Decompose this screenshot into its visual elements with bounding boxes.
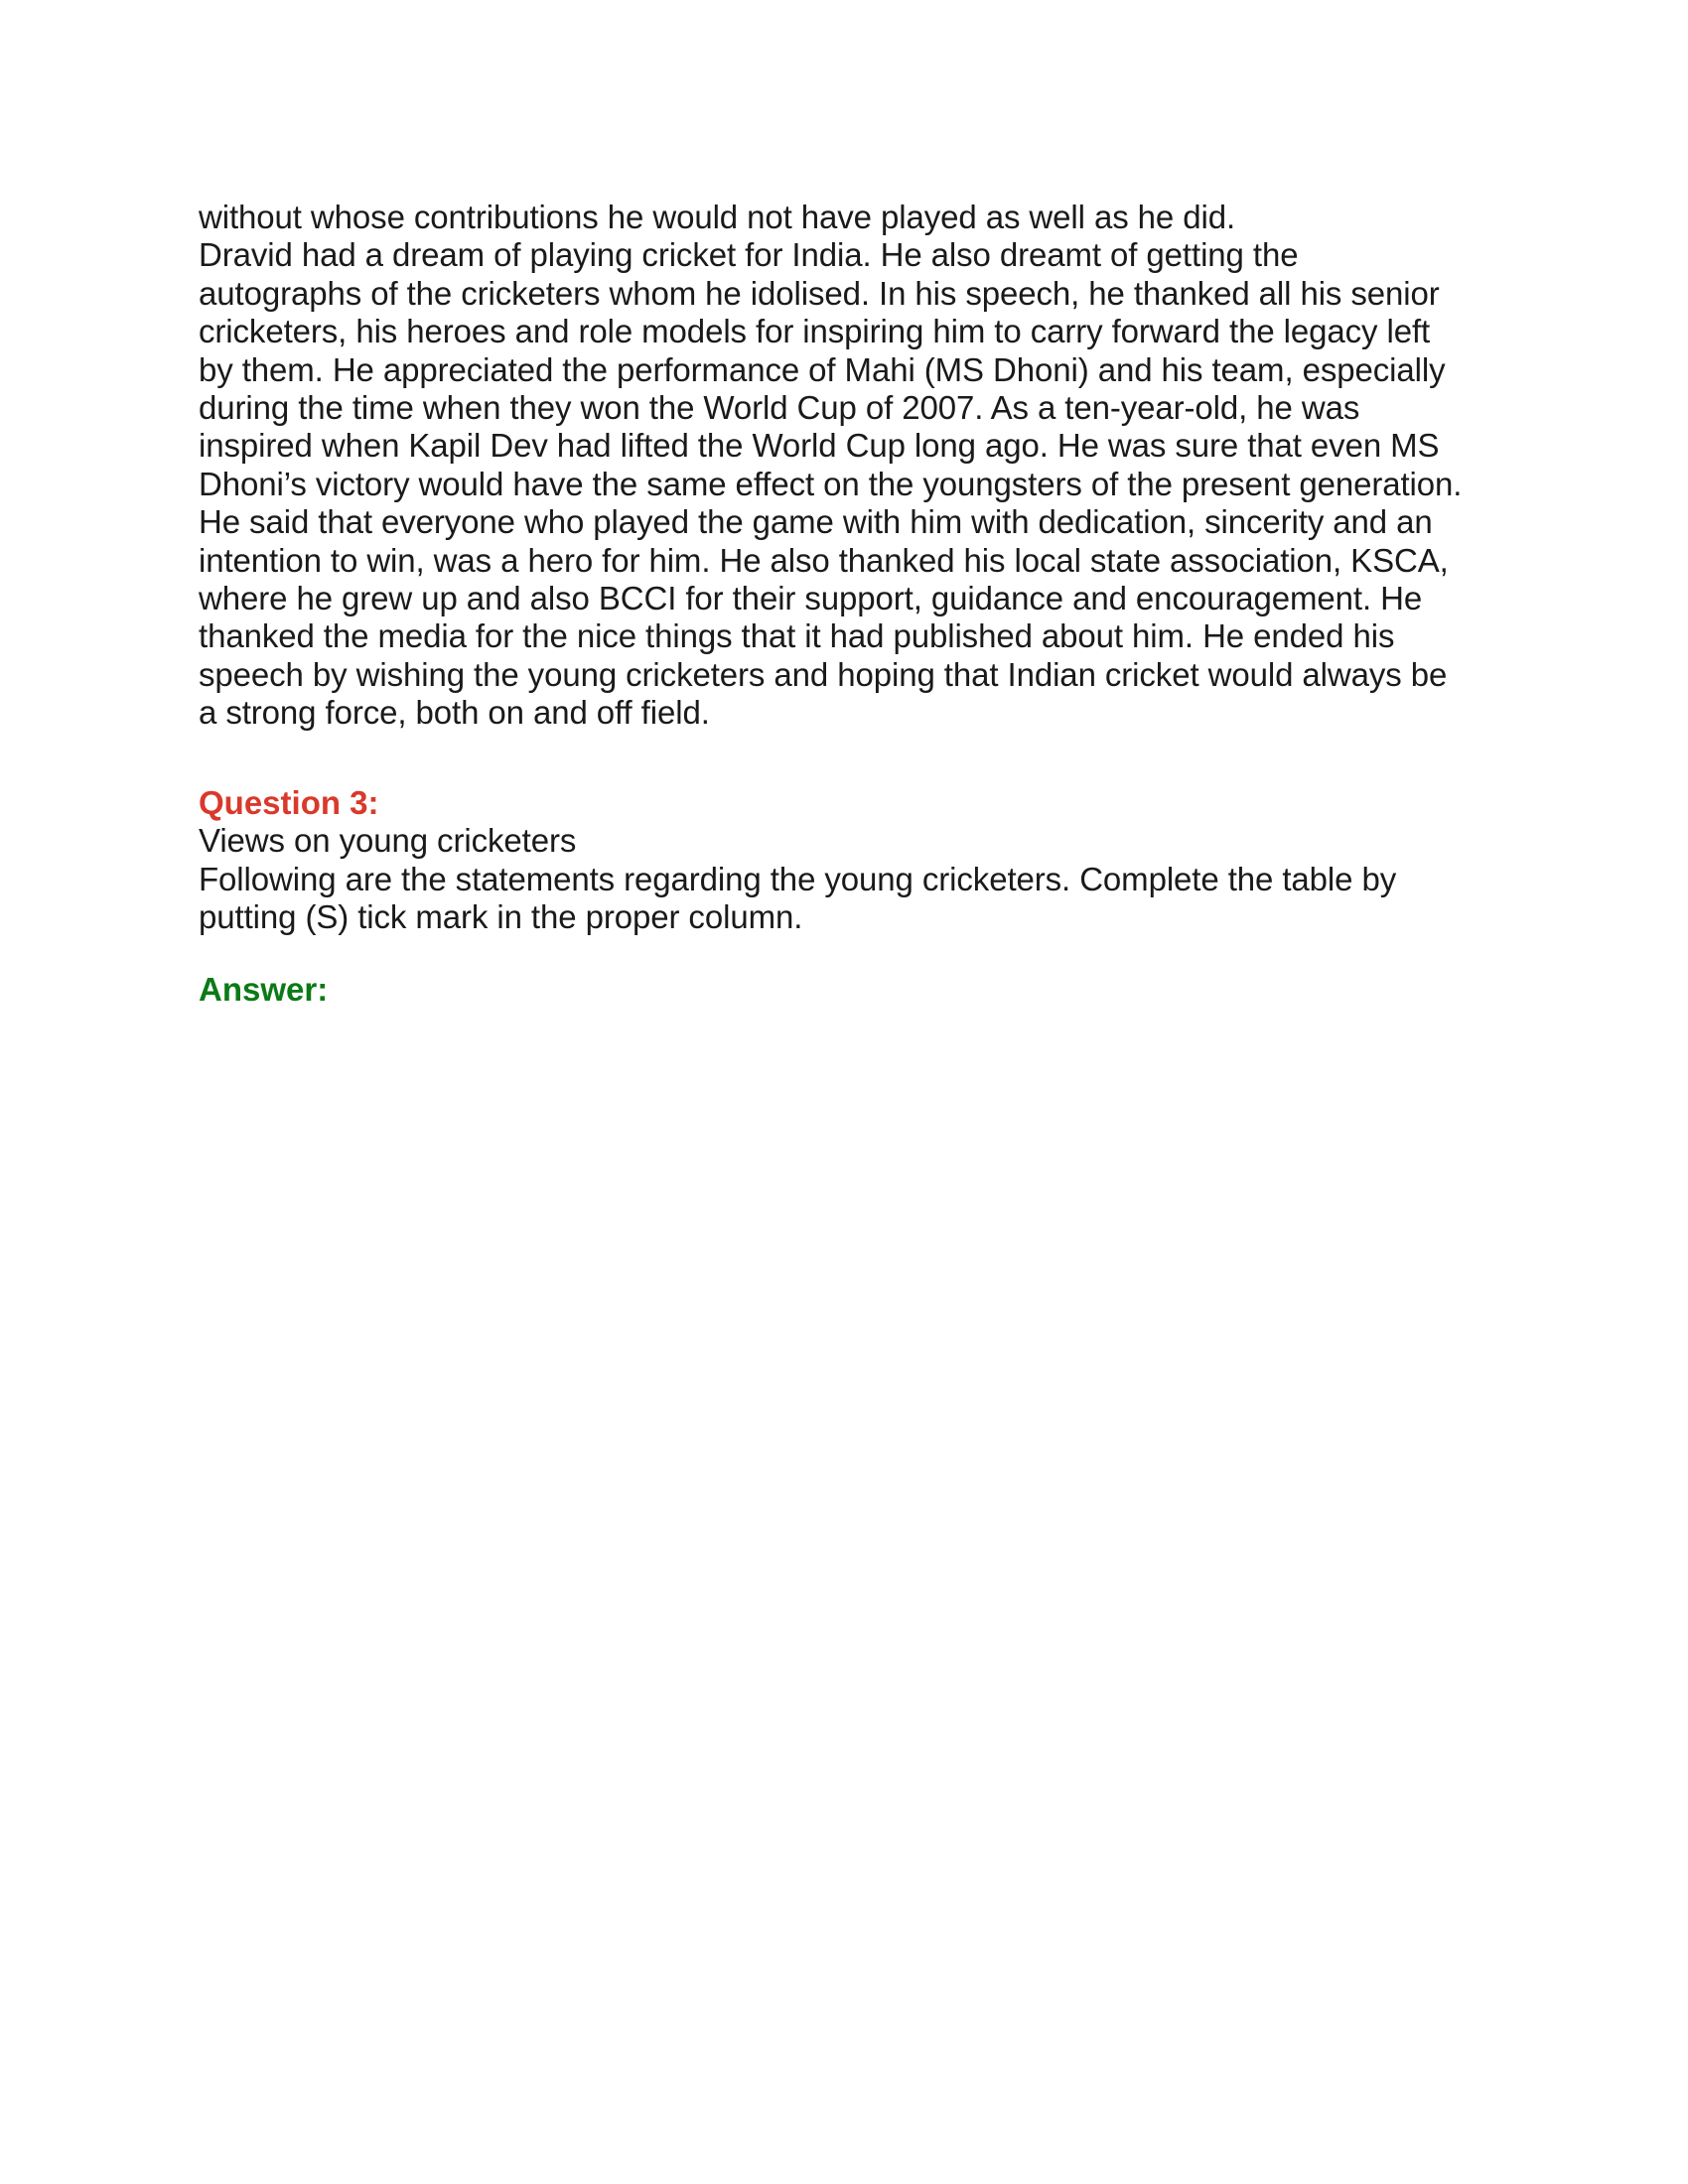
passage-line: without whose contributions he would not have played as well as he did.	[199, 199, 1236, 235]
passage-line: cricketers, his heroes and role models for inspiring him to carry forward the legacy left	[199, 313, 1431, 350]
passage-line: inspired when Kapil Dev had lifted the World Cup long ago. He was sure that even MS	[199, 427, 1440, 465]
passage-line: intention to win, was a hero for him. He also thanked his local state association, KSCA,	[199, 541, 1449, 579]
answer-section	[199, 971, 1499, 1009]
passage-line: thanked the media for the nice things that it had published about him. He ended his	[199, 617, 1395, 655]
answer-heading: Answer:	[199, 971, 329, 1009]
document-page	[199, 199, 1499, 1010]
question-section	[199, 784, 1499, 937]
question-title: Views on young cricketers	[199, 822, 577, 860]
passage-text	[199, 199, 1499, 733]
passage-line: a strong force, both on and off field.	[199, 694, 710, 732]
passage-line: autographs of the cricketers whom he idolised. In his speech, he thanked all his senior	[199, 274, 1440, 312]
passage-line: Dravid had a dream of playing cricket for India. He also dreamt of getting the	[199, 236, 1299, 274]
question-heading: Question 3:	[199, 783, 379, 821]
passage-line: during the time when they won the World Cup of 2007. As a ten-year-old, he was	[199, 389, 1360, 427]
passage-line: where he grew up and also BCCI for their support, guidance and encouragement. He	[199, 580, 1423, 617]
question-instruction-line: putting (S) tick mark in the proper column.	[199, 897, 803, 935]
passage-line: by them. He appreciated the performance of Mahi (MS Dhoni) and his team, especially	[199, 350, 1446, 388]
passage-line: speech by wishing the young cricketers and hoping that Indian cricket would always be	[199, 655, 1448, 693]
passage-line: He said that everyone who played the game with him with dedication, sincerity and an	[199, 503, 1433, 541]
question-instruction-line: Following are the statements regarding the young cricketers. Complete the table by	[199, 860, 1397, 897]
passage-line: Dhoni’s victory would have the same effect on the youngsters of the present generation.	[199, 465, 1463, 502]
